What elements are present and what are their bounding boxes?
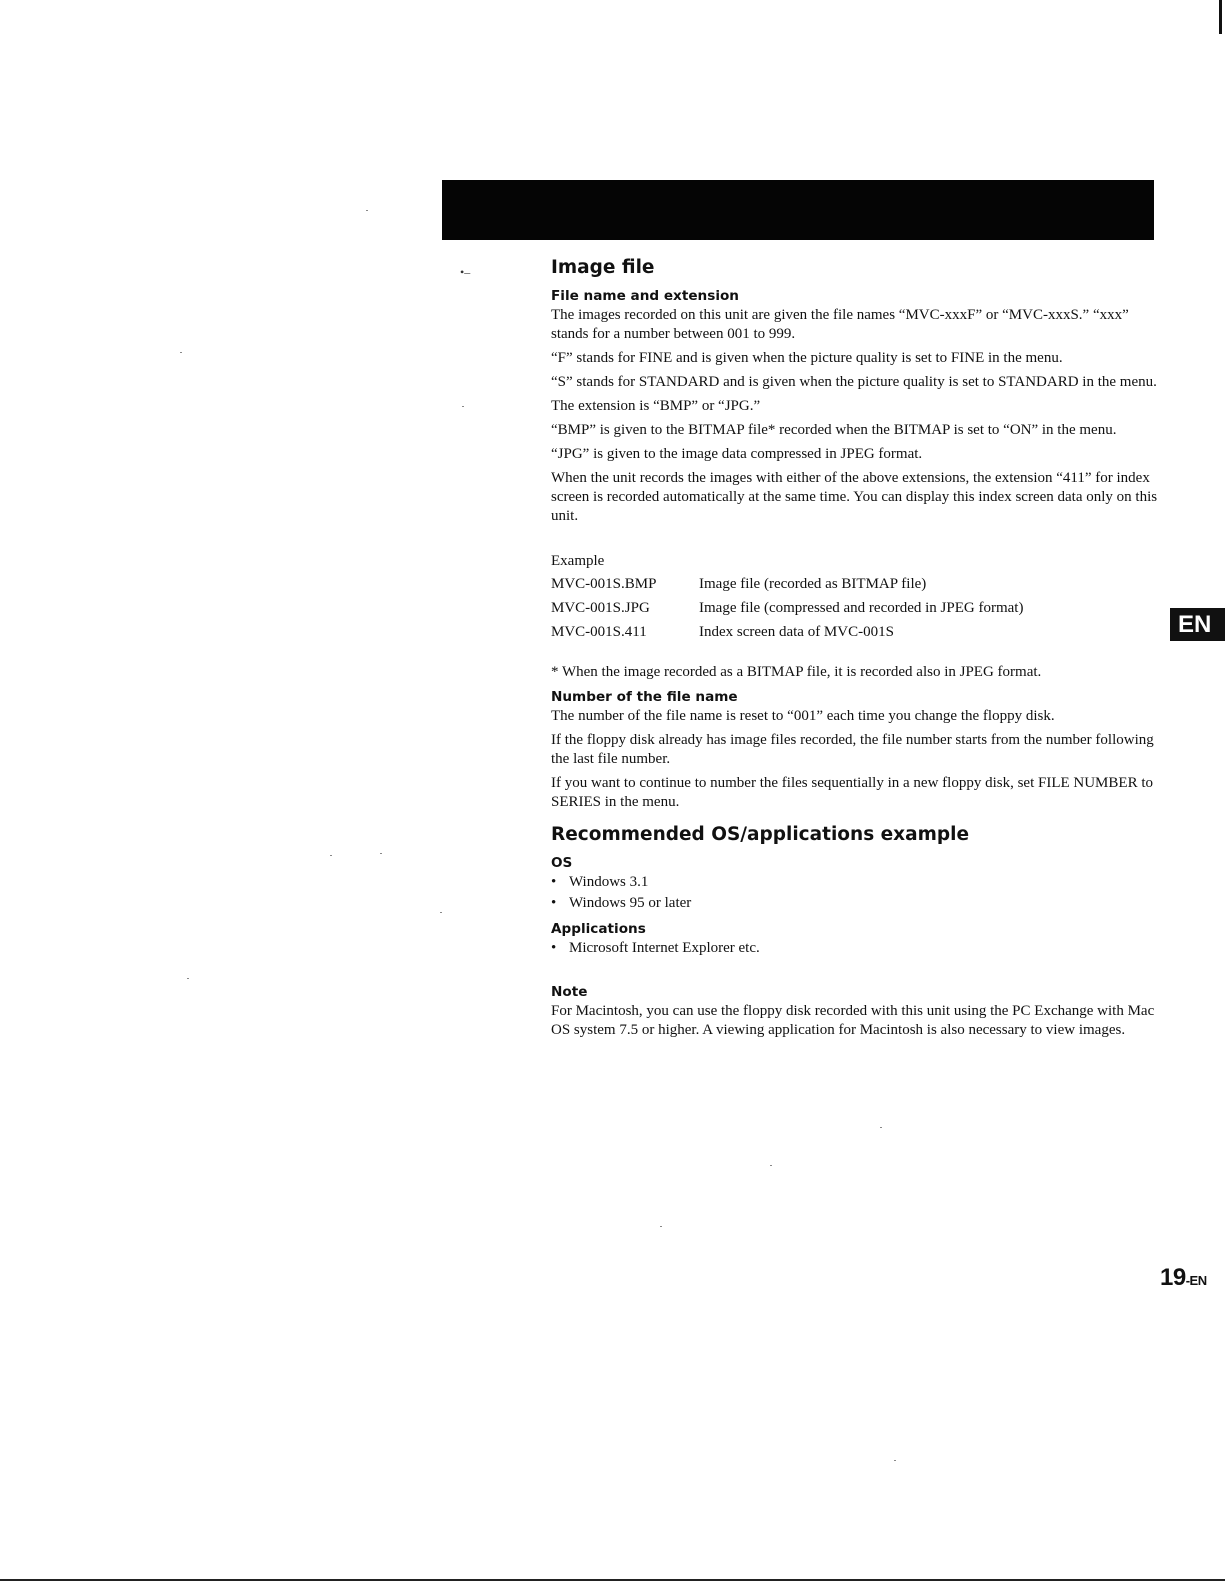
example-filename: MVC-001S.JPG	[551, 600, 650, 617]
scan-speck	[330, 855, 332, 856]
list-item-text: Microsoft Internet Explorer etc.	[569, 940, 760, 957]
subheading-note: Note	[551, 984, 588, 1001]
list-item	[551, 894, 1161, 913]
header-bar	[442, 180, 1154, 240]
list-item-text: Windows 3.1	[569, 874, 649, 891]
scan-speck	[880, 1127, 882, 1128]
scan-speck	[462, 406, 464, 407]
note-paragraph: For Macintosh, you can use the floppy disk recorded with this unit using the PC Exchange with Mac OS system 7.5 or higher. A viewing application for Macintosh is also necessary to view images.	[551, 1003, 1155, 1039]
scan-speck	[770, 1165, 772, 1166]
scan-speck	[380, 853, 382, 854]
example-description: Image file (recorded as BITMAP file)	[699, 576, 927, 593]
scan-speck	[187, 978, 189, 979]
list-item	[551, 873, 1161, 892]
subheading-number-of-file-name: Number of the file name	[551, 689, 738, 706]
paragraph: “S” stands for STANDARD and is given when the picture quality is set to STANDARD in the menu.	[551, 374, 1157, 391]
paragraph: “F” stands for FINE and is given when the picture quality is set to FINE in the menu.	[551, 350, 1063, 367]
example-table	[551, 575, 1023, 647]
subheading-applications: Applications	[551, 921, 646, 938]
list-item	[551, 939, 1161, 958]
applications-list	[551, 939, 1161, 958]
bullet-icon: •	[551, 895, 557, 912]
example-filename: MVC-001S.411	[551, 624, 647, 641]
os-list	[551, 873, 1161, 913]
margin-mark: •–	[460, 265, 471, 279]
page-number-value: 19	[1160, 1264, 1186, 1291]
table-row	[551, 599, 1023, 623]
section-title-image-file: Image file	[551, 257, 655, 278]
paragraph: The number of the file name is reset to “001” each time you change the floppy disk.	[551, 708, 1055, 725]
footnote: * When the image recorded as a BITMAP file, it is recorded also in JPEG format.	[551, 664, 1042, 681]
language-tab-marker: EN	[1170, 608, 1225, 641]
page-number-suffix: -EN	[1185, 1273, 1207, 1288]
subheading-os: OS	[551, 855, 573, 872]
scan-speck	[366, 210, 368, 211]
example-label: Example	[551, 553, 605, 570]
page-number	[1160, 1264, 1225, 1292]
section-title-recommended-os: Recommended OS/applications example	[551, 824, 970, 846]
bullet-icon: •	[551, 940, 557, 957]
paragraph: If you want to continue to number the files sequentially in a new floppy disk, set FILE NUMBER to SERIES in the menu.	[551, 775, 1153, 811]
paragraph: “BMP” is given to the BITMAP file* recorded when the BITMAP is set to “ON” in the menu.	[551, 422, 1117, 439]
table-row	[551, 575, 1023, 599]
example-filename: MVC-001S.BMP	[551, 576, 657, 593]
bullet-icon: •	[551, 874, 557, 891]
paragraph: When the unit records the images with either of the above extensions, the extension “411” for index screen is recorded automatically at the same time. You can display this index screen data only on this unit.	[551, 470, 1158, 525]
scan-speck	[180, 352, 182, 353]
paragraph: The images recorded on this unit are given the file names “MVC-xxxF” or “MVC-xxxS.” “xxx” stands for a number between 001 to 999.	[551, 307, 1129, 343]
list-item-text: Windows 95 or later	[569, 895, 692, 912]
scan-speck	[440, 912, 442, 913]
example-description: Image file (compressed and recorded in JPEG format)	[699, 600, 1024, 617]
paragraph: If the floppy disk already has image files recorded, the file number starts from the number following the last file number.	[551, 732, 1154, 768]
page-bottom-rule	[0, 1579, 1225, 1581]
scan-speck	[894, 1460, 896, 1461]
subheading-file-name-extension: File name and extension	[551, 288, 739, 305]
example-description: Index screen data of MVC-001S	[699, 624, 894, 641]
table-row	[551, 623, 1023, 647]
page-content	[551, 256, 1161, 1045]
page-edge-rule	[1219, 0, 1222, 34]
paragraph: “JPG” is given to the image data compressed in JPEG format.	[551, 446, 923, 463]
scan-speck	[660, 1226, 662, 1227]
paragraph: The extension is “BMP” or “JPG.”	[551, 398, 761, 415]
